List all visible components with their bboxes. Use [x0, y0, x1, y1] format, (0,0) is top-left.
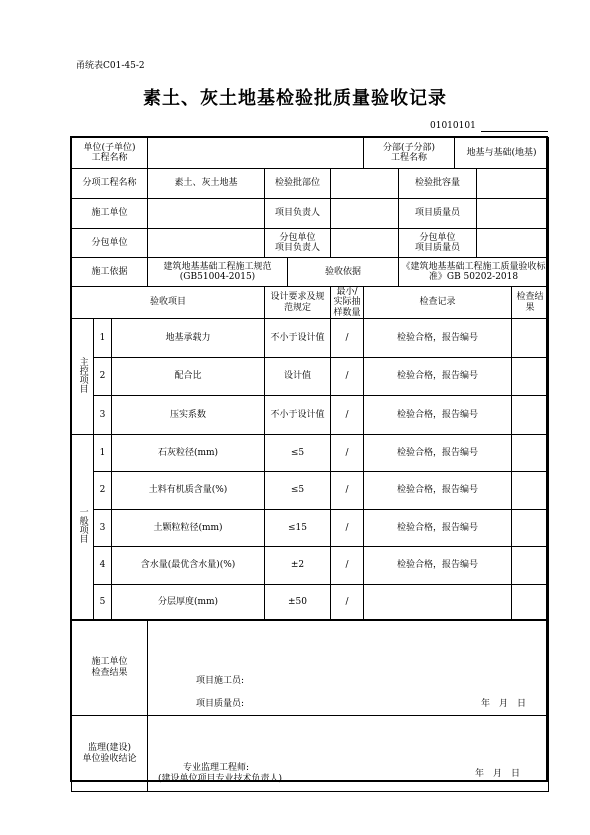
col-sampling: 最小/实际抽样数量	[331, 287, 364, 319]
table-row-record[interactable]: 检验合格，报告编号	[364, 472, 512, 510]
table-row-item: 含水量(最优含水量)(%)	[112, 547, 265, 585]
col-result: 检查结果	[512, 287, 549, 319]
constructor-signature-label: 项目施工员:	[196, 675, 245, 686]
construction-unit-value[interactable]	[148, 199, 265, 229]
table-row-requirement: 不小于设计值	[265, 396, 331, 435]
table-row-sampling[interactable]: /	[331, 396, 364, 435]
table-row-requirement: ≤15	[265, 510, 331, 547]
table-row-sampling[interactable]: /	[331, 319, 364, 358]
inspection-signature-area[interactable]	[148, 620, 549, 716]
engineer-signature-label: 专业监理工程师:	[183, 763, 250, 774]
table-row-sampling[interactable]: /	[331, 585, 364, 620]
inspection-date: 年 月 日	[481, 698, 527, 709]
table-row-record[interactable]: 检验合格，报告编号	[364, 510, 512, 547]
table-row-requirement: 不小于设计值	[265, 319, 331, 358]
acceptance-basis-value: 《建筑地基基础工程施工质量验收标准》GB 50202-2018	[399, 258, 549, 287]
table-row-record[interactable]: 检验合格，报告编号	[364, 435, 512, 472]
table-row-result[interactable]	[512, 510, 549, 547]
basis-label: 施工依据	[72, 258, 148, 287]
batch-capacity-label: 检验批容量	[399, 169, 477, 199]
table-row-item: 土颗粒粒径(mm)	[112, 510, 265, 547]
supervision-signature-area[interactable]	[148, 716, 549, 792]
table-row-record[interactable]: 检验合格，报告编号	[364, 396, 512, 435]
table-row-result[interactable]	[512, 396, 549, 435]
table-row-no: 4	[94, 547, 112, 585]
table-row-no: 1	[94, 319, 112, 358]
subcontractor-label: 分包单位	[72, 229, 148, 258]
table-row-record[interactable]: 检验合格，报告编号	[364, 358, 512, 396]
table-row-item: 土料有机质含量(%)	[112, 472, 265, 510]
sub-quality-label: 分包单位 项目质量员	[399, 229, 477, 258]
table-row-result[interactable]	[512, 547, 549, 585]
page-title: 素土、灰土地基检验批质量验收记录	[143, 88, 447, 109]
table-row-no: 5	[94, 585, 112, 620]
subcontractor-value[interactable]	[148, 229, 265, 258]
table-row-sampling[interactable]: /	[331, 435, 364, 472]
col-item: 验收项目	[72, 287, 265, 319]
sub-quality-value[interactable]	[477, 229, 549, 258]
construction-unit-label: 施工单位	[72, 199, 148, 229]
table-row-result[interactable]	[512, 319, 549, 358]
table-row-result[interactable]	[512, 435, 549, 472]
project-manager-value[interactable]	[331, 199, 399, 229]
main-control-label: 主控项目	[72, 319, 94, 435]
table-row-no: 2	[94, 358, 112, 396]
table-row-record[interactable]: 检验合格，报告编号	[364, 547, 512, 585]
supervision-date: 年 月 日	[475, 769, 521, 780]
form-code: 甬统表C01-45-2	[76, 61, 145, 71]
table-row-sampling[interactable]: /	[331, 358, 364, 396]
doc-number: 01010101	[430, 121, 476, 131]
table-row-item: 分层厚度(mm)	[112, 585, 265, 620]
table-row-result[interactable]	[512, 585, 549, 620]
table-row-item: 石灰粒径(mm)	[112, 435, 265, 472]
table-row-sampling[interactable]: /	[331, 472, 364, 510]
table-row-requirement: ≤5	[265, 472, 331, 510]
unit-project-label: 单位(子单位) 工程名称	[72, 138, 148, 169]
sub-manager-label: 分包单位 项目负责人	[265, 229, 331, 258]
acceptance-basis-label: 验收依据	[288, 258, 399, 287]
table-row-item: 配合比	[112, 358, 265, 396]
col-requirement: 设计要求及规范规定	[265, 287, 331, 319]
table-row-no: 3	[94, 510, 112, 547]
batch-location-value[interactable]	[331, 169, 399, 199]
batch-location-label: 检验批部位	[265, 169, 331, 199]
supervision-label: 监理(建设) 单位验收结论	[72, 716, 148, 792]
table-row-requirement: ±50	[265, 585, 331, 620]
acceptance-record-table	[71, 137, 549, 792]
col-record: 检查记录	[364, 287, 512, 319]
table-row-no: 1	[94, 435, 112, 472]
batch-capacity-value[interactable]	[477, 169, 549, 199]
table-row-no: 3	[94, 396, 112, 435]
table-row-requirement: ≤5	[265, 435, 331, 472]
table-row-item: 压实系数	[112, 396, 265, 435]
table-row-result[interactable]	[512, 358, 549, 396]
quality-officer-label: 项目质量员	[399, 199, 477, 229]
quality-officer-value[interactable]	[477, 199, 549, 229]
table-row-sampling[interactable]: /	[331, 510, 364, 547]
subdivision-label: 分部(子分部) 工程名称	[364, 138, 455, 169]
item-project-label: 分项工程名称	[72, 169, 148, 199]
table-row-no: 2	[94, 472, 112, 510]
basis-value: 建筑地基基础工程施工规范(GB51004-2015)	[148, 258, 288, 287]
item-project-value[interactable]: 素土、灰土地基	[148, 169, 265, 199]
table-row-requirement: ±2	[265, 547, 331, 585]
doc-number-underline	[481, 131, 548, 132]
table-row-record[interactable]: 检验合格，报告编号	[364, 319, 512, 358]
table-row-item: 地基承载力	[112, 319, 265, 358]
unit-project-value[interactable]	[148, 138, 364, 169]
table-row-requirement: 设计值	[265, 358, 331, 396]
inspection-label: 施工单位 检查结果	[72, 620, 148, 716]
general-label: 一般项目	[72, 435, 94, 620]
sub-manager-value[interactable]	[331, 229, 399, 258]
engineer-note: (建设单位项目专业技术负责人)	[158, 774, 283, 785]
project-manager-label: 项目负责人	[265, 199, 331, 229]
subdivision-value[interactable]: 地基与基础(地基)	[455, 138, 549, 169]
table-row-sampling[interactable]: /	[331, 547, 364, 585]
table-row-result[interactable]	[512, 472, 549, 510]
quality-signature-label: 项目质量员:	[196, 698, 245, 709]
table-row-record[interactable]	[364, 585, 512, 620]
